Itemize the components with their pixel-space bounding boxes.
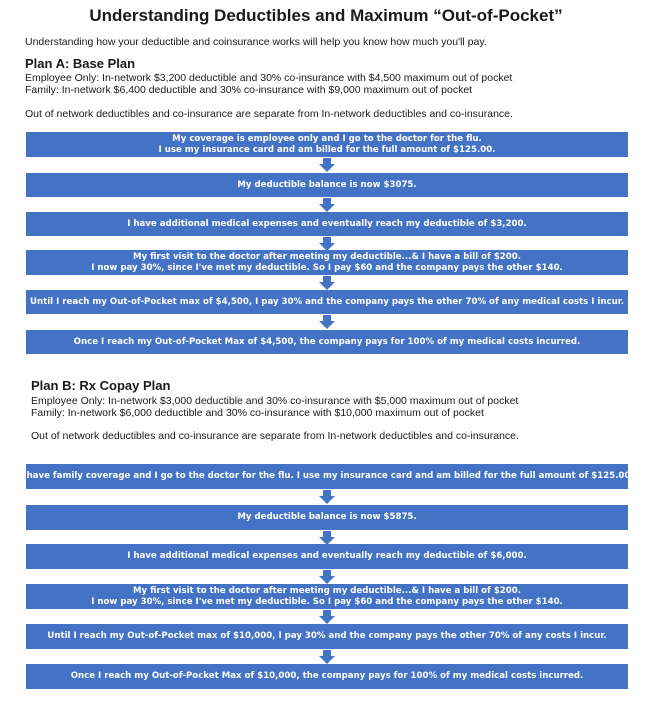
plan-b-step-6	[26, 664, 628, 689]
plan-b-step-4	[26, 584, 628, 609]
plan-a-flow	[26, 132, 628, 357]
step-text: My first visit to the doctor after meeting my deductible...& I have a bill of $200.	[132, 585, 522, 596]
step-text: My deductible balance is now $5875.	[237, 512, 417, 522]
plan-a-note: Out of network deductibles and co-insurance are separate from In-network deductibles and co-insurance.	[25, 108, 513, 120]
step-text: I have family coverage and I go to the doctor for the flu. I use my insurance card and am billed for the full amount of $125.00.	[20, 471, 634, 481]
down-arrow-icon	[319, 650, 335, 664]
plan-b-employee-line: Employee Only: In-network $3,000 deductible and 30% co-insurance with $5,000 maximum out of pocket	[31, 395, 519, 407]
step-text: I now pay 30%, since I've met my deductible. So I pay $60 and the company pays the other $140.	[91, 596, 563, 607]
plan-a-family-line: Family: In-network $6,400 deductible and 30% co-insurance with $9,000 maximum out of pocket	[25, 84, 473, 96]
plan-a-step-5	[26, 290, 628, 314]
plan-a-step-2	[26, 173, 628, 197]
intro-text: Understanding how your deductible and coinsurance works will help you know how much you'll pay.	[25, 36, 487, 48]
plan-a-step-3	[26, 212, 628, 236]
down-arrow-icon	[319, 237, 335, 251]
plan-b-step-1	[20, 464, 634, 489]
step-text: Until I reach my Out-of-Pocket max of $10,000, I pay 30% and the company pays the other 70% of any costs I incur.	[47, 631, 607, 641]
plan-b-step-5	[26, 624, 628, 649]
plan-b-step-3	[26, 544, 628, 569]
plan-b-note: Out of network deductibles and co-insurance are separate from In-network deductibles and co-insurance.	[31, 430, 519, 442]
down-arrow-icon	[319, 531, 335, 545]
down-arrow-icon	[319, 198, 335, 212]
plan-a-step-1	[26, 132, 628, 157]
plan-a-step-6	[26, 330, 628, 354]
step-text: I have additional medical expenses and eventually reach my deductible of $6,000.	[127, 551, 527, 561]
page-title: Understanding Deductibles and Maximum “Out-of-Pocket”	[89, 6, 563, 25]
plan-b-flow	[20, 464, 634, 692]
step-text: I have additional medical expenses and eventually reach my deductible of $3,200.	[127, 218, 527, 229]
step-text: My first visit to the doctor after meeting my deductible...& I have a bill of $200.	[132, 251, 522, 262]
plan-b-step-2	[26, 505, 628, 530]
plan-b-heading: Plan B: Rx Copay Plan	[31, 378, 171, 393]
step-text: I now pay 30%, since I've met my deductible. So I pay $60 and the company pays the other $140.	[91, 262, 563, 273]
step-text: My deductible balance is now $3075.	[237, 179, 417, 190]
down-arrow-icon	[319, 276, 335, 290]
down-arrow-icon	[319, 315, 335, 329]
plan-b-family-line: Family: In-network $6,000 deductible and 30% co-insurance with $10,000 maximum out of pocket	[31, 407, 484, 419]
down-arrow-icon	[319, 570, 335, 584]
plan-a-employee-line: Employee Only: In-network $3,200 deductible and 30% co-insurance with $4,500 maximum out of pocket	[25, 72, 513, 84]
step-text: I use my insurance card and am billed for the full amount of $125.00.	[158, 144, 496, 155]
step-text: My coverage is employee only and I go to the doctor for the flu.	[172, 133, 482, 144]
down-arrow-icon	[319, 158, 335, 172]
down-arrow-icon	[319, 490, 335, 504]
step-text: Once I reach my Out-of-Pocket Max of $4,500, the company pays for 100% of my medical costs incurred.	[73, 336, 581, 347]
plan-a-step-4	[26, 250, 628, 275]
step-text: Once I reach my Out-of-Pocket Max of $10,000, the company pays for 100% of my medical costs incurred.	[70, 671, 584, 681]
down-arrow-icon	[319, 610, 335, 624]
plan-a-heading: Plan A: Base Plan	[25, 56, 136, 71]
step-text: Until I reach my Out-of-Pocket max of $4,500, I pay 30% and the company pays the other 70% of any medical costs I incur.	[30, 296, 624, 307]
